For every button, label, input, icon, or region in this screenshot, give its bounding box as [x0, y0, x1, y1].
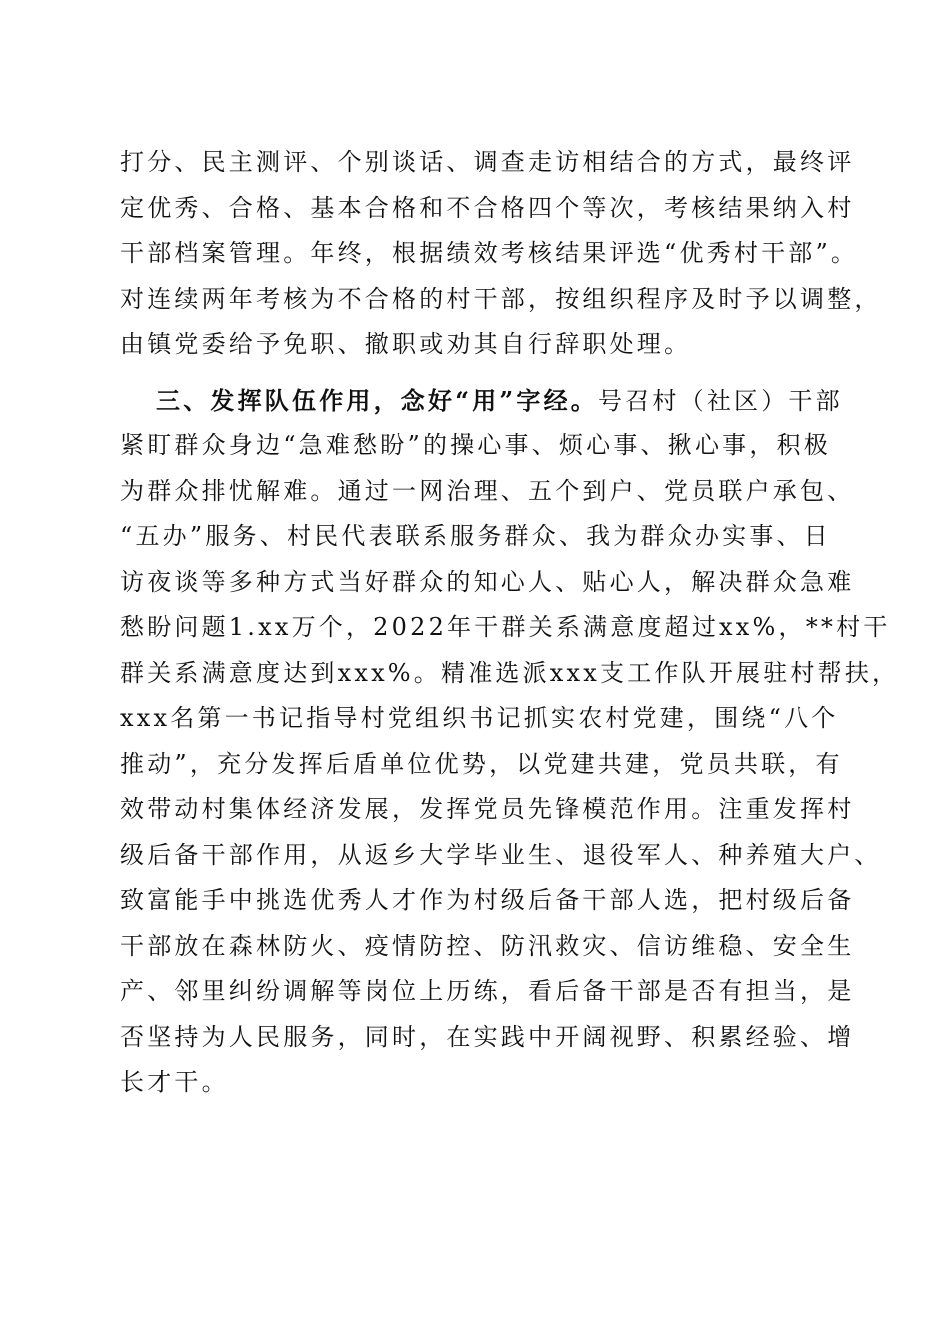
text-line: 对连续两年考核为不合格的村干部，按组织程序及时予以调整， — [120, 284, 882, 313]
text-line: 打分、民主测评、个别谈话、调查走访相结合的方式，最终评 — [120, 148, 855, 176]
section-heading: 三、发挥队伍作用，念好“用”字经。 — [156, 385, 599, 415]
text-line: xxx名第一书记指导村党组织书记抓实农村党建，围绕“八个 — [120, 704, 839, 732]
text-line: 产、邻里纠纷调解等岗位上历练，看后备干部是否有担当，是 — [120, 977, 855, 1005]
text-line: 否坚持为人民服务，同时，在实践中开阔视野、积累经验、增 — [120, 1022, 855, 1051]
text-line-first — [120, 378, 843, 424]
text-line: 效带动村集体经济发展，发挥党员先锋模范作用。注重发挥村 — [120, 795, 855, 823]
text-line: 推动”，充分发挥后盾单位优势，以党建共建，党员共联，有 — [120, 749, 843, 778]
text-line: 干部档案管理。年终，根据绩效考核结果评选“优秀村干部”。 — [120, 239, 859, 267]
text-line: 干部放在森林防火、疫情防控、防汛救灾、信访维稳、安全生 — [120, 931, 855, 960]
text-line: 愁盼问题1.xx万个，2022年干群关系满意度超过xx%，**村干 — [120, 613, 891, 641]
text-line: 群关系满意度达到xxx%。精准选派xxx支工作队开展驻村帮扶， — [120, 658, 900, 687]
text-line: 为群众排忧解难。通过一网治理、五个到户、党员联户承包、 — [120, 476, 855, 505]
text-line: 访夜谈等多种方式当好群众的知心人、贴心人，解决群众急难 — [120, 567, 855, 596]
text-line: 级后备干部作用，从返乡大学毕业生、退役军人、种养殖大户、 — [120, 840, 882, 869]
text-line: 由镇党委给予免职、撤职或劝其自行辞职处理。 — [120, 330, 692, 358]
heading-rest: 号召村（社区）干部 — [598, 386, 843, 415]
text-line: 致富能手中挑选优秀人才作为村级后备干部人选，把村级后备 — [120, 886, 855, 914]
text-line: “五办”服务、村民代表联系服务群众、我为群众办实事、日 — [120, 522, 831, 550]
text-line: 长才干。 — [120, 1068, 229, 1096]
paragraph-1 — [120, 140, 882, 368]
paragraph-gap — [120, 368, 840, 378]
text-line: 定优秀、合格、基本合格和不合格四个等次，考核结果纳入村 — [120, 193, 855, 222]
document-body — [120, 140, 900, 1106]
paragraph-2 — [120, 378, 900, 1106]
text-line: 紧盯群众身边“急难愁盼”的操心事、烦心事、揪心事，积极 — [120, 431, 831, 459]
